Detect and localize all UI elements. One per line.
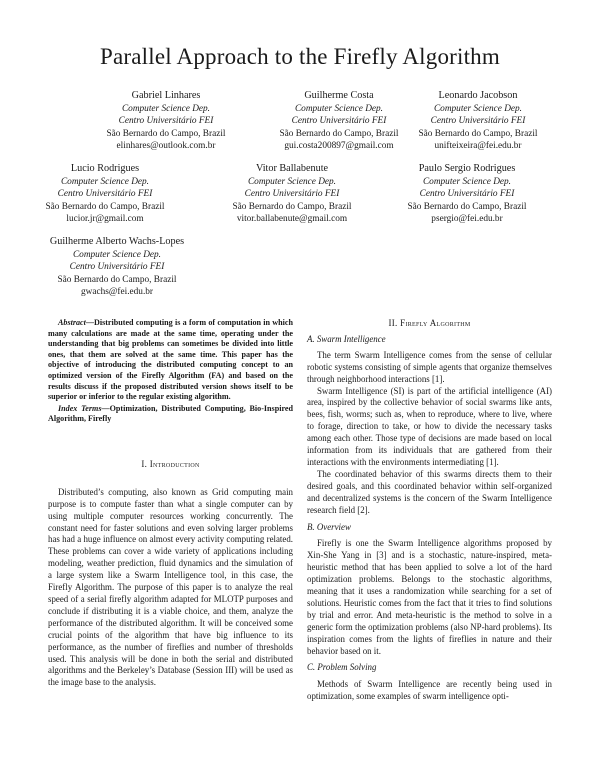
abstract — [48, 318, 293, 403]
author-institution: Centro Universitário FEI — [69, 262, 165, 273]
author-name: Guilherme Alberto Wachs-Lopes — [49, 236, 185, 247]
index-terms-label: Index Terms — [58, 403, 102, 413]
author-email: psergio@fei.edu.br — [431, 213, 503, 224]
author-address: São Bernardo do Campo, Brazil — [45, 201, 165, 212]
author-dept: Computer Science Dep. — [60, 177, 150, 188]
subsection-heading-overview: B. Overview — [307, 521, 351, 532]
author-block — [197, 163, 387, 225]
left-column — [48, 318, 293, 689]
author-email: gui.costa200897@gmail.com — [284, 140, 394, 151]
section-heading-introduction: I. Introduction — [141, 458, 200, 469]
author-block — [71, 90, 261, 152]
author-address: São Bernardo do Campo, Brazil — [57, 274, 177, 285]
author-block — [372, 163, 562, 225]
index-terms — [48, 404, 293, 425]
author-dept: Computer Science Dep. — [121, 104, 211, 115]
author-name: Lucio Rodrigues — [70, 163, 140, 174]
author-email: vitor.ballabenute@gmail.com — [236, 213, 348, 224]
author-dept: Computer Science Dep. — [294, 104, 384, 115]
author-block — [383, 90, 573, 152]
problem-solving-paragraph: Methods of Swarm Intelligence are recently being used in optimization, some examples of swarm intelligence opti- — [307, 679, 552, 702]
author-institution: Centro Universitário FEI — [419, 189, 515, 200]
swarm-paragraph: Swarm Intelligence (SI) is part of the artificial intelligence (AI) area, inspired by the collective behavior of social swarms like ants, bees, fish, worms; such as, when to reproduce, where to live, where to forage, direction to take, or how to divide the necessary tasks among each other. Those type of decisions are made based on local information from its individuals that are gathered from their interactions with the environments intermediating [1]. — [307, 385, 552, 467]
author-address: São Bernardo do Campo, Brazil — [418, 128, 538, 139]
author-name: Guilherme Costa — [304, 90, 374, 101]
author-email: gwachs@fei.edu.br — [80, 286, 154, 297]
author-address: São Bernardo do Campo, Brazil — [232, 201, 352, 212]
author-dept: Computer Science Dep. — [433, 104, 523, 115]
author-institution: Centro Universitário FEI — [291, 116, 387, 127]
author-name: Paulo Sergio Rodrigues — [418, 163, 516, 174]
author-name: Gabriel Linhares — [131, 90, 201, 101]
right-column — [307, 318, 552, 703]
author-name: Vitor Ballabenute — [255, 163, 329, 174]
author-institution: Centro Universitário FEI — [430, 116, 526, 127]
overview-paragraph: Firefly is one the Swarm Intelligence algorithms proposed by Xin-She Yang in [3] and is a stochastic, nature-inspired, meta-heuristic method that has been applied to solve a lot of the hard optimization problems. Belongs to the stochastic algorithms, meaning that it uses a randomization while searching for a set of solutions. Heuristic comes from the fact that it tries to find solutions by trial and error. And meta-heuristic is the method to solve in a generic form the optimization problems (also NP-hard problems). Its inspiration comes from the lights of fireflies in nature and their behavior based on it. — [307, 538, 552, 656]
author-institution: Centro Universitário FEI — [118, 116, 214, 127]
abstract-text: —Distributed computing is a form of computation in which many calculations are made at the same time, operating under the understanding that big problems can sometimes be divided into little ones, that them are solved at the same time. This paper has the objective of introducing the distributed computing concept to an optimized version of the Firefly Algorithm (FA) and based on the results discuss if the proposed distributed version shows itself to be superior or inferior to the regular existing algorithm. — [48, 318, 293, 402]
paper-title: Parallel Approach to the Firefly Algorithm — [100, 44, 500, 69]
subsection-heading-problem-solving: C. Problem Solving — [307, 662, 377, 673]
author-block — [17, 236, 217, 298]
swarm-paragraph: The term Swarm Intelligence comes from the sense of cellular robotic systems consisting of simple agents that organize themselves through neighborhood interactions [1]. — [307, 349, 552, 384]
index-terms-text: —Optimization, Distributed Computing, Bio-Inspired Algorithm, Firefly — [48, 403, 293, 424]
abstract-label: Abstract — [58, 318, 86, 327]
section-heading-firefly: II. Firefly Algorithm — [388, 318, 471, 328]
author-address: São Bernardo do Campo, Brazil — [106, 128, 226, 139]
subsection-heading-swarm: A. Swarm Intelligence — [307, 333, 386, 344]
introduction-paragraph: Distributed’s computing, also known as Grid computing main purpose is to compute faster than what a single computer can by using multiple computer resources working concurrently. The constant need for faster solutions and even solving larger problems has had a huge influence on almost every activity computing related. These problems can cover a wide variety of applications including modeling, weather prediction, fluid dynamics and the simulation of a large system like a Swarm Intelligence tool, in this case, the Firefly Algorithm. The purpose of this paper is to analyze the real speed of a serial firefly algorithm adapted for MLOTP purposes and conclude if distributing it is a viable choice, and them, analyze the performance of the distributed algorithm. It will be conceived some crucial points of the algorithm that have big influence to its performance, as the number of fireflies and number of thresholds used. This analysis will be done in both the serial and distributed algorithms and the Berkeley’s Database (Session III) will be used as the image base to the analysis. — [48, 486, 293, 688]
author-email: unifteixeira@fei.edu.br — [434, 140, 522, 151]
author-address: São Bernardo do Campo, Brazil — [407, 201, 527, 212]
author-block — [10, 163, 200, 225]
author-institution: Centro Universitário FEI — [57, 189, 153, 200]
author-address: São Bernardo do Campo, Brazil — [279, 128, 399, 139]
author-email: elinhares@outlook.com.br — [116, 140, 216, 151]
swarm-paragraph: The coordinated behavior of this swarms directs them to their desired goals, and this coordinated behavior within self-organized and decentralized systems is the concern of the Swarm Intelligence research field [2]. — [307, 468, 552, 515]
author-email: lucior.jr@gmail.com — [66, 213, 144, 224]
author-dept: Computer Science Dep. — [247, 177, 337, 188]
author-dept: Computer Science Dep. — [72, 250, 162, 261]
author-dept: Computer Science Dep. — [422, 177, 512, 188]
author-name: Leonardo Jacobson — [438, 90, 518, 101]
author-institution: Centro Universitário FEI — [244, 189, 340, 200]
